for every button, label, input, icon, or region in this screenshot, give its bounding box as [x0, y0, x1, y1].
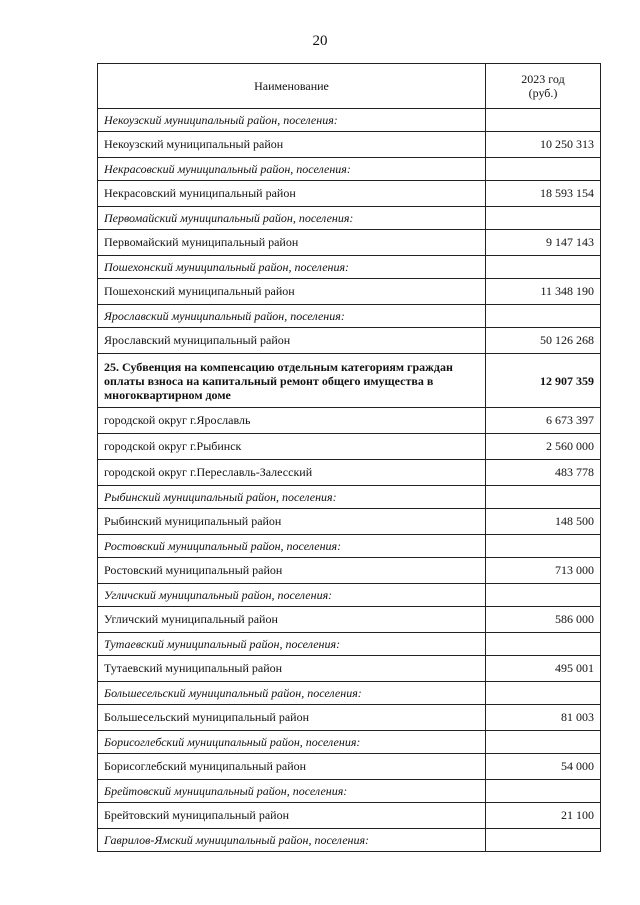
- row-name: Угличский муниципальный район, поселения:: [98, 584, 486, 607]
- row-name: Первомайский муниципальный район: [98, 230, 486, 256]
- table-row: [98, 607, 601, 633]
- table-row: [98, 305, 601, 328]
- table-row: [98, 803, 601, 829]
- row-amount: [486, 829, 601, 852]
- row-amount: [486, 731, 601, 754]
- table-row: [98, 682, 601, 705]
- row-name: Угличский муниципальный район: [98, 607, 486, 633]
- row-name: Брейтовский муниципальный район: [98, 803, 486, 829]
- row-name: Ярославский муниципальный район, поселения:: [98, 305, 486, 328]
- row-name: городской округ г.Переславль-Залесский: [98, 460, 486, 486]
- row-name: городской округ г.Рыбинск: [98, 434, 486, 460]
- table-row: [98, 328, 601, 354]
- row-amount: 50 126 268: [486, 328, 601, 354]
- table-row: [98, 829, 601, 852]
- row-name: Большесельский муниципальный район: [98, 705, 486, 731]
- row-amount: 586 000: [486, 607, 601, 633]
- table-row: [98, 408, 601, 434]
- row-amount: [486, 486, 601, 509]
- row-name: Ярославский муниципальный район: [98, 328, 486, 354]
- row-name: Пошехонский муниципальный район: [98, 279, 486, 305]
- budget-table: [97, 63, 601, 852]
- row-amount: [486, 158, 601, 181]
- row-name: городской округ г.Ярославль: [98, 408, 486, 434]
- table-body: [98, 109, 601, 852]
- row-name: Тутаевский муниципальный район: [98, 656, 486, 682]
- row-amount: [486, 109, 601, 132]
- row-name: Борисоглебский муниципальный район: [98, 754, 486, 780]
- row-amount: [486, 584, 601, 607]
- table-row: [98, 109, 601, 132]
- row-amount: 10 250 313: [486, 132, 601, 158]
- row-name: Некоузский муниципальный район: [98, 132, 486, 158]
- row-amount: 6 673 397: [486, 408, 601, 434]
- column-header-year: [486, 64, 601, 109]
- row-amount: [486, 535, 601, 558]
- row-amount: 713 000: [486, 558, 601, 584]
- row-name: Ростовский муниципальный район: [98, 558, 486, 584]
- row-amount: 495 001: [486, 656, 601, 682]
- row-amount: 483 778: [486, 460, 601, 486]
- table-row: [98, 780, 601, 803]
- column-header-year-line1: 2023 год: [521, 72, 565, 86]
- table-row: [98, 460, 601, 486]
- table-row: [98, 509, 601, 535]
- page-number: 20: [312, 33, 328, 49]
- row-name: Ростовский муниципальный район, поселения:: [98, 535, 486, 558]
- table-row: [98, 754, 601, 780]
- row-name: Гаврилов-Ямский муниципальный район, поселения:: [98, 829, 486, 852]
- row-amount: [486, 682, 601, 705]
- table-row: [98, 558, 601, 584]
- table-row: [98, 434, 601, 460]
- row-name: Некрасовский муниципальный район, поселения:: [98, 158, 486, 181]
- table-row: [98, 584, 601, 607]
- row-name: Некоузский муниципальный район, поселения:: [98, 109, 486, 132]
- table-row: [98, 354, 601, 408]
- table-row: [98, 207, 601, 230]
- table-row: [98, 731, 601, 754]
- row-amount: 81 003: [486, 705, 601, 731]
- row-name: Пошехонский муниципальный район, поселения:: [98, 256, 486, 279]
- table-row: [98, 132, 601, 158]
- table-row: [98, 158, 601, 181]
- row-name: Некрасовский муниципальный район: [98, 181, 486, 207]
- table-row: [98, 230, 601, 256]
- table-row: [98, 486, 601, 509]
- table-row: [98, 535, 601, 558]
- row-amount: [486, 256, 601, 279]
- row-name: Большесельский муниципальный район, поселения:: [98, 682, 486, 705]
- row-name: Борисоглебский муниципальный район, поселения:: [98, 731, 486, 754]
- row-amount: [486, 780, 601, 803]
- table-row: [98, 279, 601, 305]
- table-row: [98, 656, 601, 682]
- table-header-row: [98, 64, 601, 109]
- row-amount: [486, 207, 601, 230]
- column-header-year-line2: (руб.): [528, 86, 558, 100]
- row-name: Рыбинский муниципальный район, поселения:: [98, 486, 486, 509]
- table-row: [98, 256, 601, 279]
- table-row: [98, 705, 601, 731]
- row-amount: [486, 305, 601, 328]
- row-amount: 2 560 000: [486, 434, 601, 460]
- row-amount: 18 593 154: [486, 181, 601, 207]
- row-amount: 148 500: [486, 509, 601, 535]
- row-amount: 11 348 190: [486, 279, 601, 305]
- row-name: 25. Субвенция на компенсацию отдельным категориям граждан оплаты взноса на капитальный ремонт общего имущества в многоквартирном доме: [98, 354, 486, 408]
- table-row: [98, 633, 601, 656]
- row-name: Брейтовский муниципальный район, поселения:: [98, 780, 486, 803]
- row-amount: 9 147 143: [486, 230, 601, 256]
- row-name: Рыбинский муниципальный район: [98, 509, 486, 535]
- column-header-name: Наименование: [98, 64, 486, 109]
- row-amount: [486, 633, 601, 656]
- row-name: Тутаевский муниципальный район, поселения:: [98, 633, 486, 656]
- row-name: Первомайский муниципальный район, поселения:: [98, 207, 486, 230]
- row-amount: 21 100: [486, 803, 601, 829]
- table-row: [98, 181, 601, 207]
- row-amount: 54 000: [486, 754, 601, 780]
- row-amount: 12 907 359: [486, 354, 601, 408]
